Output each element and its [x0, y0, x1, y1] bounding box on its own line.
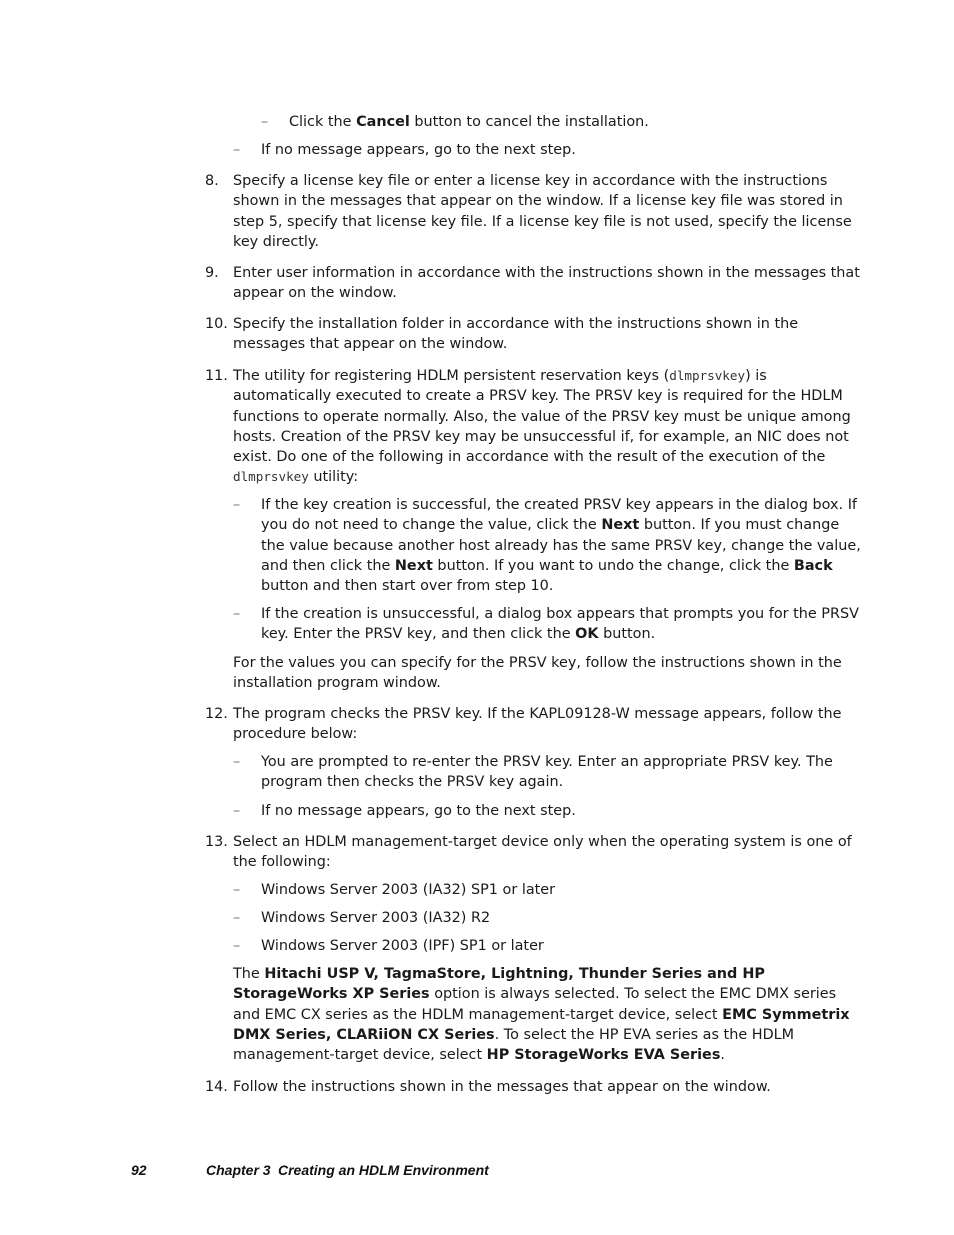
step-12-bullet-no-message: If no message appears, go to the next step. — [261, 803, 576, 819]
step-13-text: Select an HDLM management-target device only when the operating system is one of the following: — [233, 834, 852, 871]
dash-marker: – — [261, 114, 269, 130]
step-12-bullet-reenter: You are prompted to re-enter the PRSV key. Enter an appropriate PRSV key. The program then checks the PRSV key again. — [261, 754, 833, 791]
step-12-text: The program checks the PRSV key. If the KAPL09128-W message appears, follow the procedure below: — [233, 706, 842, 743]
dash-marker: – — [233, 910, 241, 926]
step-number: 14. — [205, 1079, 228, 1095]
dash-marker: – — [233, 803, 241, 819]
footer-chapter: Chapter 3 — [206, 1162, 271, 1178]
bullet-cancel: Click the Cancel button to cancel the installation. — [289, 114, 649, 130]
dash-marker: – — [233, 938, 241, 954]
step-14-text: Follow the instructions shown in the messages that appear on the window. — [233, 1079, 771, 1095]
step-11-bullet-failure: If the creation is unsuccessful, a dialog box appears that prompts you for the PRSV key. Enter the PRSV key, and then click the OK button. — [261, 606, 859, 643]
footer-chapter-title: Creating an HDLM Environment — [278, 1162, 489, 1178]
dash-marker: – — [233, 882, 241, 898]
step-13-os-3: Windows Server 2003 (IPF) SP1 or later — [261, 938, 544, 954]
dash-marker: – — [233, 497, 241, 513]
step-11-text: The utility for registering HDLM persistent reservation keys (dlmprsvkey) is automatically executed to create a PRSV key. The PRSV key is required for the HDLM functions to operate normally. Also, the value of the PRSV key must be unique among hosts. Creation of the PRSV key may be unsuccessful if, for example, an NIC does not exist. Do one of the following in accordance with the result of the execution of the dlmprsvkey utility: — [233, 368, 851, 486]
dash-marker: – — [233, 606, 241, 622]
step-11-note: For the values you can specify for the PRSV key, follow the instructions shown in the installation program window. — [233, 655, 842, 692]
dash-marker: – — [233, 142, 241, 158]
step-13-os-2: Windows Server 2003 (IA32) R2 — [261, 910, 491, 926]
step-9-text: Enter user information in accordance with the instructions shown in the messages that appear on the window. — [233, 265, 860, 302]
page-number: 92 — [131, 1162, 147, 1178]
step-11-bullet-success: If the key creation is successful, the created PRSV key appears in the dialog box. If you do not need to change the value, click the Next button. If you must change the value because another host already has the same PRSV key, change the value, and then click the Next button. If you want to undo the change, click the Back button and then start over from step 10. — [261, 497, 861, 595]
step-8-text: Specify a license key file or enter a license key in accordance with the instructions shown in the messages that appear on the window. If a license key file was stored in step 5, specify that license key file. If a license key file is not used, specify the license key directly. — [233, 173, 852, 250]
dash-marker: – — [233, 754, 241, 770]
step-number: 11. — [205, 368, 228, 384]
step-number: 8. — [205, 173, 219, 189]
step-number: 13. — [205, 834, 228, 850]
step-number: 10. — [205, 316, 228, 332]
step-13-note: The Hitachi USP V, TagmaStore, Lightning, Thunder Series and HP StorageWorks XP Series option is always selected. To select the EMC DMX series and EMC CX series as the HDLM management-target device, select EMC Symmetrix DMX Series, CLARiiON CX Series. To select the HP EVA series as the HDLM management-target device, select HP StorageWorks EVA Series. — [233, 966, 850, 1064]
step-number: 12. — [205, 706, 228, 722]
step-10-text: Specify the installation folder in accordance with the instructions shown in the messages that appear on the window. — [233, 316, 799, 353]
step-number: 9. — [205, 265, 219, 281]
bullet-no-message: If no message appears, go to the next step. — [261, 142, 576, 158]
step-13-os-1: Windows Server 2003 (IA32) SP1 or later — [261, 882, 556, 898]
